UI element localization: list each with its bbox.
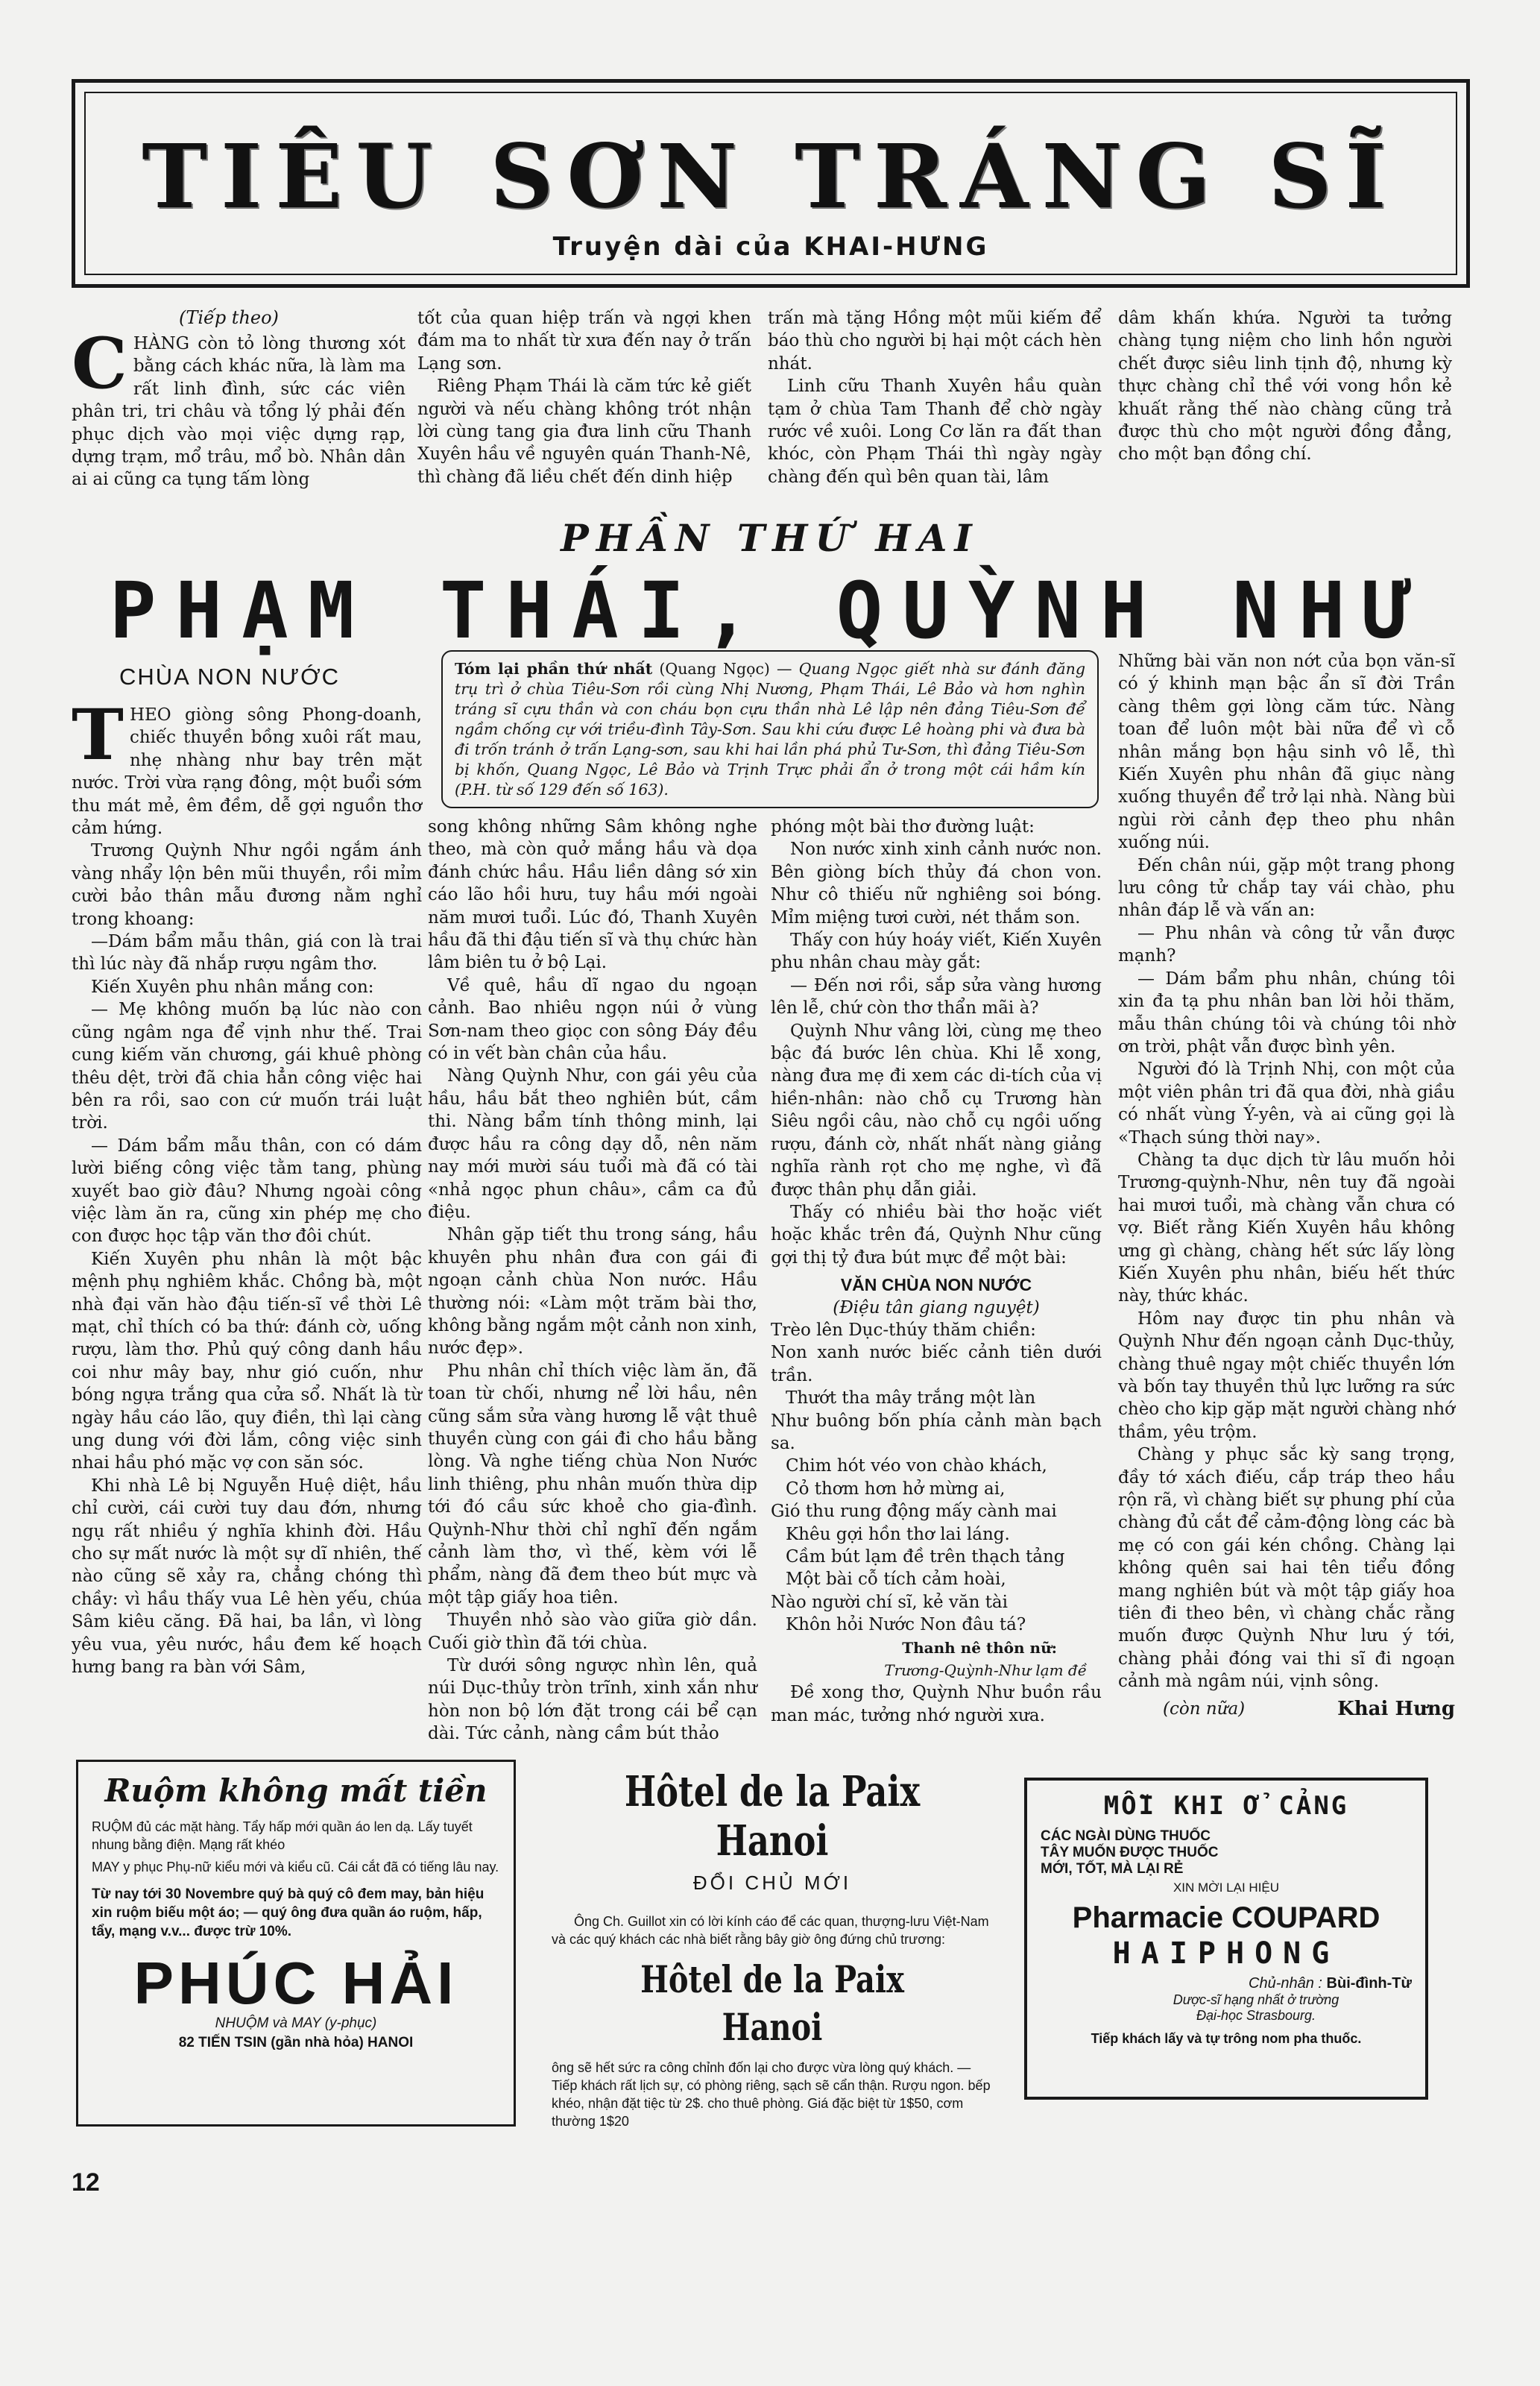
chapter-c4p6: Chàng ta dục dịch từ lâu muốn hỏi Trương-quỳnh-Như, nên tuy đã ngoài hai mươi tuổi, mà chàng vẫn chưa có vợ. Biết rằng Kiến Xuyên hầu không ưng gì chàng, chàng hết sức lấy lòng Kiến Xuyên phu nhân, biếu hết thức này, thức khác. [1118, 1150, 1455, 1306]
dropcap-c: C [72, 323, 127, 405]
ad2-text-2: ông sẽ hết sức ra công chỉnh đốn lại cho được vừa lòng quý khách. — Tiếp khách rất lịch sự, có phòng riêng, sạch sẽ cẩn thận. Rượu ngon. bếp khéo, nhận đặt tiệc từ 2$. cho thuê phòng. Giá đặc biệt từ 1$50, cơm thường 1$20 [552, 2060, 991, 2129]
chapter-col-4 [1118, 650, 1455, 1727]
ad3-desc-2: Đại-học Strasbourg. [1196, 2008, 1316, 2023]
ad1-tagline: NHUỘM và MAY (y-phục) [215, 2015, 377, 2031]
chapter-c3p2: Non nước xinh xinh cảnh nước non. Bên giòng bích thủy đá chon von. Như cô thiếu nữ nghiêng soi bóng. Mỉm miệng tươi cười, nét thắm son. [771, 840, 1102, 928]
chapter-c4p2: Đến chân núi, gặp một trang phong lưu công tử chắp tay vái chào, phu nhân đáp lễ và vấn an: [1118, 855, 1455, 921]
poem-line-2: Non xanh nước biếc cảnh tiên dưới trần. [771, 1343, 1102, 1385]
chapter-p4: Kiến Xuyên phu nhân mắng con: [91, 977, 374, 997]
chapter-p2: Trương Quỳnh Như ngồi ngắm ánh vàng nhẩy lộn bên mũi thuyền, rồi mỉm cười bảo thân mẫu đương nằm nghỉ trong khoang: [72, 841, 422, 929]
top-col-2 [417, 307, 751, 513]
chapter-c4p7: Hôm nay được tin phu nhân và Quỳnh Như đến ngoạn cảnh Dục-thủy, chàng thuê ngay một chiếc thuyền lớn và bốn tay thuyền thủ lực lưỡng ra sức chèo cho kịp gặp mặt người chàng nhớ thầm, yêu trộm. [1118, 1309, 1455, 1442]
author-signature: Khai Hưng [1337, 1697, 1455, 1720]
page-number: 12 [72, 2168, 100, 2197]
top-col-3-p1: trấn mà tặng Hồng một mũi kiếm để báo thù cho người bị hại một cách hèn nhát. [768, 309, 1102, 374]
top-col-2-p1: tốt của quan hiệp trấn và ngợi khen đám ma to nhất từ xưa đến nay ở trấn Lạng sơn. [417, 309, 751, 374]
summary-lead-paren: (Quang Ngọc) — [659, 660, 792, 678]
top-col-4-p1: dâm khấn khứa. Người ta tưởng chàng tụng niệm cho linh hồn người chết được siêu linh tịnh độ, nhưng kỳ thực chàng chỉ thề với vong hồn kẻ khuất rằng thế nào chàng cũng trả được thù cho một người đồng đẳng, cho một bạn đồng chí. [1118, 309, 1452, 465]
poem-line-6: Cỏ thơm hơn hở mừng ai, [786, 1479, 1006, 1499]
poem-signature-name: Trương-Quỳnh-Như lạm đề [884, 1661, 1087, 1680]
summary-box [441, 650, 1099, 808]
chapter-heading: CHÙA NON NƯỚC [119, 664, 341, 690]
ad3-footer: Tiếp khách lấy và tự trông nom pha thuốc. [1091, 2031, 1362, 2046]
chapter-p7: Kiến Xuyên phu nhân là một bậc mệnh phụ nghiêm khắc. Chồng bà, một nhà đại văn hào đậu tiến-sĩ về thời Lê mạt, chỉ thích có ba thứ: đánh cờ, uống rượu, làm thơ. Phủ quý công danh hầu coi như mây bay, như gió cuốn, như bóng ngựa trắng qua cửa sổ. Nhất là từ ngày hầu cáo lão, quy điền, thì lại càng ung dung với đời lắm, công việc sinh nhai hầu phó mặc vợ con săn sóc. [72, 1249, 422, 1473]
part-label: PHẦN THỨ HAI [561, 516, 979, 560]
chapter-p3: —Dám bẩm mẫu thân, giá con là trai thì lúc này đã nhắp rượu ngâm thơ. [72, 932, 422, 975]
poem-title: VĂN CHÙA NON NƯỚC [840, 1275, 1032, 1295]
chapter-c4p5: Người đó là Trịnh Nhị, con một của một viên phân tri đã qua đời, nhà giầu có nhất vùng Ý-yên, và ai cũng gọi là «Thạch súng thời nay». [1118, 1060, 1455, 1148]
chapter-c4p8: Chàng y phục sắc kỳ sang trọng, đầy tớ xách điếu, cắp tráp theo hầu rộn rã, vì chàng biết sự phung phí của chàng đủ cắt để cảm-động lòng các bà mẹ có con gái kén chồng. Chàng lại không quên sai hai tên tiểu đồng mang nghiên bút và một tập giấy hoa tiên đi theo bên, vì chàng chắc rằng muốn được Quỳnh Như lưu ý tới, chàng phải đóng vai thi sĩ đi ngoạn cảnh mà ngâm núi, vịnh sông. [1118, 1445, 1455, 1692]
top-col-1 [72, 323, 405, 511]
dropcap-t: T [72, 694, 124, 776]
chapter-c3p5: Quỳnh Như vâng lời, cùng mẹ theo bậc đá bước lên chùa. Khi lễ xong, nàng đưa mẹ đi xem các di-tích của vị hiền-nhân: nào chỗ cụ Trương hàn Siêu ngồi câu, nào chỗ cụ ngồi uống rượu, đánh cờ, nhất nhất nàng giảng nghĩa rành rọt cho mẹ nghe, vì đã được thân phụ dẫn giải. [771, 1021, 1102, 1200]
chapter-c3p4: — Đến nơi rồi, sắp sửa vàng hương lên lễ, chứ còn thơ thẩn mãi à? [771, 975, 1102, 1019]
poem-line-12: Khôn hỏi Nước Non đâu tá? [786, 1615, 1026, 1635]
chapter-col-1 [72, 694, 422, 1727]
ad-pharmacie-coupard [1024, 1778, 1428, 2100]
chapter-c3p3: Thấy con húy hoáy viết, Kiến Xuyên phu nhân chau mày gắt: [771, 931, 1102, 973]
chapter-c2p3: Nàng Quỳnh Như, con gái yêu của hầu, hầu bắt theo nghiên bút, cầm thi. Nàng bẩm tính thông minh, lại được hầu ra công dạy dỗ, nên năm nay mới mười sáu tuổi mà đã có tài «nhả ngọc phun châu», cầm ca đủ điệu. [428, 1066, 757, 1222]
poem-line-10: Một bài cỗ tích cảm hoài, [786, 1570, 1006, 1590]
chapter-c2p2: Về quê, hầu dĩ ngao du ngoạn cảnh. Bao nhiêu ngọn núi ở vùng Sơn-nam theo giọc con sông Đáy đều có in vết bàn chân của hầu. [428, 975, 757, 1064]
ad1-line-1: RUỘM đủ các mặt hàng. Tẩy hấp mới quần áo len dạ. Lấy tuyết nhung bằng điện. Mạng rất khéo [92, 1819, 473, 1852]
ad3-owner-label: Chủ-nhân : [1249, 1975, 1322, 1992]
poem-line-5: Chim hót véo von chào khách, [786, 1456, 1047, 1476]
to-be-continued: (còn nữa) [1163, 1699, 1246, 1719]
top-col-4 [1118, 307, 1452, 513]
poem-line-4: Như buông bốn phía cảnh màn bạch sa. [771, 1411, 1102, 1453]
top-col-3-p2: Linh cữu Thanh Xuyên hầu quàn tạm ở chùa Tam Thanh để chờ ngày rước về xuôi. Long Cơ lăn ra đất than khóc, còn Phạm Thái thì ngày ngày chàng đến quì bên quan tài, lâm [768, 377, 1102, 487]
chapter-c2p5: Phu nhân chỉ thích việc làm ăn, đã toan từ chối, nhưng nể lời hầu, nên cũng sắm sửa vàng hương lễ vật thuê thuyền cùng con gái đi cho hầu bằng lòng. Và nghe tiếng chùa Non Nước linh thiêng, phu nhân muốn thừa dịp tới đó cầu sức khoẻ cho gia-đình. Quỳnh-Như thời chỉ nghĩ đến ngắm cảnh làm thơ, vì thế, kèm với lễ phẩm, nàng đã đem theo bút mực và một tập giấy hoa tiên. [428, 1361, 757, 1608]
summary-lead: Tóm lại phần thứ nhất [455, 660, 653, 678]
continued-note: (Tiếp theo) [179, 307, 279, 328]
top-col-1-text: HÀNG còn tỏ lòng thương xót bằng cách khác nữa, là làm ma rất linh đình, sức các viên phân tri, tri châu và tổng lý phải đến phục dịch vào mọi việc dựng rạp, dựng trạm, mổ trâu, mổ bò. Nhân dân ai ai cũng ca tụng tấm lòng [72, 334, 405, 490]
masthead-subtitle: Truyện dài của KHAI-HƯNG [552, 232, 989, 262]
ad1-title: Ruộm không mất tiền [104, 1772, 487, 1809]
ad3-desc-1: Dược-sĩ hạng nhất ở trường [1173, 1992, 1339, 2007]
ad1-address: 82 TIẾN TSIN (gần nhà hỏa) HANOI [178, 2035, 414, 2050]
ad-hotel-paix [541, 1760, 1003, 2127]
chapter-c4p4: — Dám bẩm phu nhân, chúng tôi xin đa tạ phu nhân ban lời hỏi thăm, mẫu thân chúng tôi và chúng tôi nhờ ơn trời, phật vẫn được bình yên. [1118, 969, 1455, 1057]
chapter-c2p1: song không những Sâm không nghe theo, mà còn quở mắng hầu và dọa đánh chức hầu. Hầu liền dâng sớ xin cáo lão hồi hưu, tuy hầu mới ngoài năm mươi tuổi. Lúc đó, Thanh Xuyên hầu đã thi đậu tiến sĩ và thụ chức hàn lâm biên tu ở bộ Lại. [428, 817, 757, 973]
ad2-title: Hôtel de la Paix Hanoi [624, 1767, 921, 1866]
chapter-c4p3: — Phu nhân và công tử vẫn được mạnh? [1118, 923, 1455, 966]
ad3-owner: Bùi-đình-Từ [1326, 1975, 1412, 1992]
chapter-p8: Khi nhà Lê bị Nguyễn Huệ diệt, hầu chỉ cười, cái cười tuy dau đớn, nhưng ngụ rất nhiều ý nghĩa khinh đời. Hầu cho sự mất nước là một sự dĩ nhiên, thế nào cũng sẽ xảy ra, chẳng chóng thì chầy: vì hầu thấy vua Lê hèn yếu, chúa Sâm kiêu căng. Đã hai, ba lần, vì lòng yêu vua, yêu nước, hầu đem kế hoạch hưng bang ra bàn với Sâm, [72, 1476, 422, 1678]
poem-subtitle: (Điệu tân giang nguyệt) [833, 1297, 1040, 1318]
poem-line-7: Gió thu rung động mấy cành mai [771, 1502, 1057, 1522]
ad3-city: HAIPHONG [1112, 1936, 1340, 1971]
ad3-title: MỖI KHI Ở CẢNG [1103, 1791, 1349, 1821]
ad3-brand: Pharmacie COUPARD [1072, 1901, 1380, 1934]
chapter-c2p7: Từ dưới sông ngược nhìn lên, quả núi Dục-thủy tròn trĩnh, xinh xắn như hòn non bộ lớn đặt trong cái bể cạn dài. Tức cảnh, nàng cầm bút thảo [428, 1656, 757, 1744]
chapter-col-3 [771, 816, 1102, 1727]
chapter-c2p6: Thuyền nhỏ sào vào giữa giờ dần. Cuối giờ thìn đã tới chùa. [428, 1611, 757, 1653]
poem-line-9: Cầm bút lạm đề trên thạch tảng [786, 1547, 1065, 1567]
chapter-c3p6: Thấy có nhiều bài thơ hoặc viết hoặc khắc trên đá, Quỳnh Như cũng gợi thị tỷ đưa bút mực để một bài: [771, 1202, 1102, 1268]
ad1-brand: PHÚC HẢI [133, 1950, 458, 2016]
header-box [72, 79, 1470, 288]
poem-line-8: Khêu gợi hồn thơ lai láng. [786, 1524, 1010, 1544]
ad3-line-4: XIN MỜI LẠI HIỆU [1173, 1880, 1280, 1895]
poem-line-3: Thướt tha mây trắng một làn [786, 1388, 1036, 1408]
chapter-c3p7: Đề xong thơ, Quỳnh Như buồn rầu man mác, tưởng nhớ người xưa. [771, 1683, 1102, 1725]
poem-signature: Thanh nê thôn nữ: [902, 1638, 1057, 1657]
ad3-line-1: CÁC NGÀI DÙNG THUỐC [1041, 1828, 1211, 1844]
ad2-subtitle: ĐỔI CHỦ MỚI [692, 1872, 852, 1894]
chapter-p6: — Dám bẩm mẫu thân, con có dám lười biếng công việc tằm tang, phùng xuyết bao giờ đâu? Nhưng ngoài công việc làm ăn ra, cũng xin phép mẹ cho con được học tập văn thơ đôi chút. [72, 1136, 422, 1247]
ad-phuc-hai [76, 1760, 516, 2127]
ad1-line-2: MAY y phục Phụ-nữ kiểu mới và kiểu cũ. Cái cắt đã có tiếng lâu nay. [92, 1860, 499, 1875]
masthead-title: TIÊU SƠN TRÁNG SĨ [142, 125, 1400, 228]
ad3-line-2: TÂY MUỐN ĐƯỢC THUỐC [1041, 1845, 1219, 1860]
poem-line-11: Nào người chí sĩ, kẻ văn tài [771, 1592, 1009, 1612]
chapter-p5: — Mẹ không muốn bạ lúc nào con cũng ngâm nga để vịnh như thế. Trai cung kiếm văn chương, gái khuê phòng thêu dệt, trời đã chia hẳn công việc hai bên ra rồi, sao con cứ muốn trái luật trời. [72, 1000, 422, 1133]
top-col-3 [768, 307, 1102, 513]
poem-line-1: Trèo lên Dục-thúy thăm chiền: [771, 1320, 1036, 1340]
part-title: PHẠM THÁI, QUỲNH NHƯ [109, 565, 1431, 656]
top-col-2-p2: Riêng Phạm Thái là căm tức kẻ giết người và nếu chàng không trót nhận lời cùng tang gia đưa linh cữu Thanh Xuyên hầu về nguyên quán Thanh-Nê, thì chàng đã liều chết đến dinh hiệp [417, 377, 751, 487]
chapter-p1: HEO giòng sông Phong-doanh, chiếc thuyền bồng xuôi rất mau, nhẹ nhàng như bay trên mặt nước. Trời vừa rạng đông, một buổi sớm thu mát mẻ, êm đềm, dễ gợi nguồn thơ cảm hứng. [72, 705, 422, 839]
ad3-line-3: MỚI, TỐT, MÀ LẠI RẺ [1041, 1861, 1184, 1877]
ad2-text-1: Ông Ch. Guillot xin có lời kính cáo để các quan, thượng-lưu Việt-Nam và các quý khách các nhà biết rằng bây giờ ông đứng chủ trương: [552, 1914, 989, 1947]
chapter-c3p1: phóng một bài thơ đường luật: [771, 817, 1035, 837]
summary-text: Quang Ngọc giết nhà sư đánh đăng trụ trì ở chùa Tiêu-Sơn rồi cùng Nhị Nương, Phạm Thái, Lê Bảo và hơn nghìn tráng sĩ cựu thần và con cháu bọn cựu thần nhà Lê lập nên đảng Tiêu-Sơn để ngầm chống cự với triều-đình Tây-Sơn. Sau khi cứu được Lê hoàng phi và đưa bà đi trốn tránh ở trấn Lạng-sơn, sau khi hai lần phá phủ Tư-Sơn, thì đảng Tiêu-Sơn bị khốn, Quang Ngọc, Lê Bảo và Trịnh Trực phải ẩn ở trong một cái hầm kín (P.H. từ số 129 đến số 163). [455, 660, 1085, 799]
ad1-line-3: Từ nay tới 30 Novembre quý bà quý cô đem may, bản hiệu xin ruộm biếu một áo; — quý ông đưa quần áo ruộm, hấp, tẩy, mạng v.v... được trừ 10%. [92, 1886, 485, 1939]
ad2-title-2: Hôtel de la Paix Hanoi [640, 1957, 904, 2049]
chapter-c4p1: Những bài văn non nớt của bọn văn-sĩ có ý khinh mạn bậc ẩn sĩ đời Trần càng thêm gợi lòng căm tức. Nàng toan để luôn một bài nữa để vì cỗ nhân mắng bọn hậu sinh vô lễ, thì Kiến Xuyên phu nhân đã giục nàng xuống thuyền để trở lại nhà. Nàng bùi ngùi rời cảnh đẹp theo phu nhân xuống núi. [1118, 652, 1455, 853]
chapter-col-2 [428, 816, 757, 1744]
chapter-c2p4: Nhân gặp tiết thu trong sáng, hầu khuyên phu nhân đưa con gái đi ngoạn cảnh chùa Non nước. Hầu thường nói: «Làm một trăm bài thơ, không bằng ngắm một cảnh non xinh, nước đẹp». [428, 1225, 757, 1359]
